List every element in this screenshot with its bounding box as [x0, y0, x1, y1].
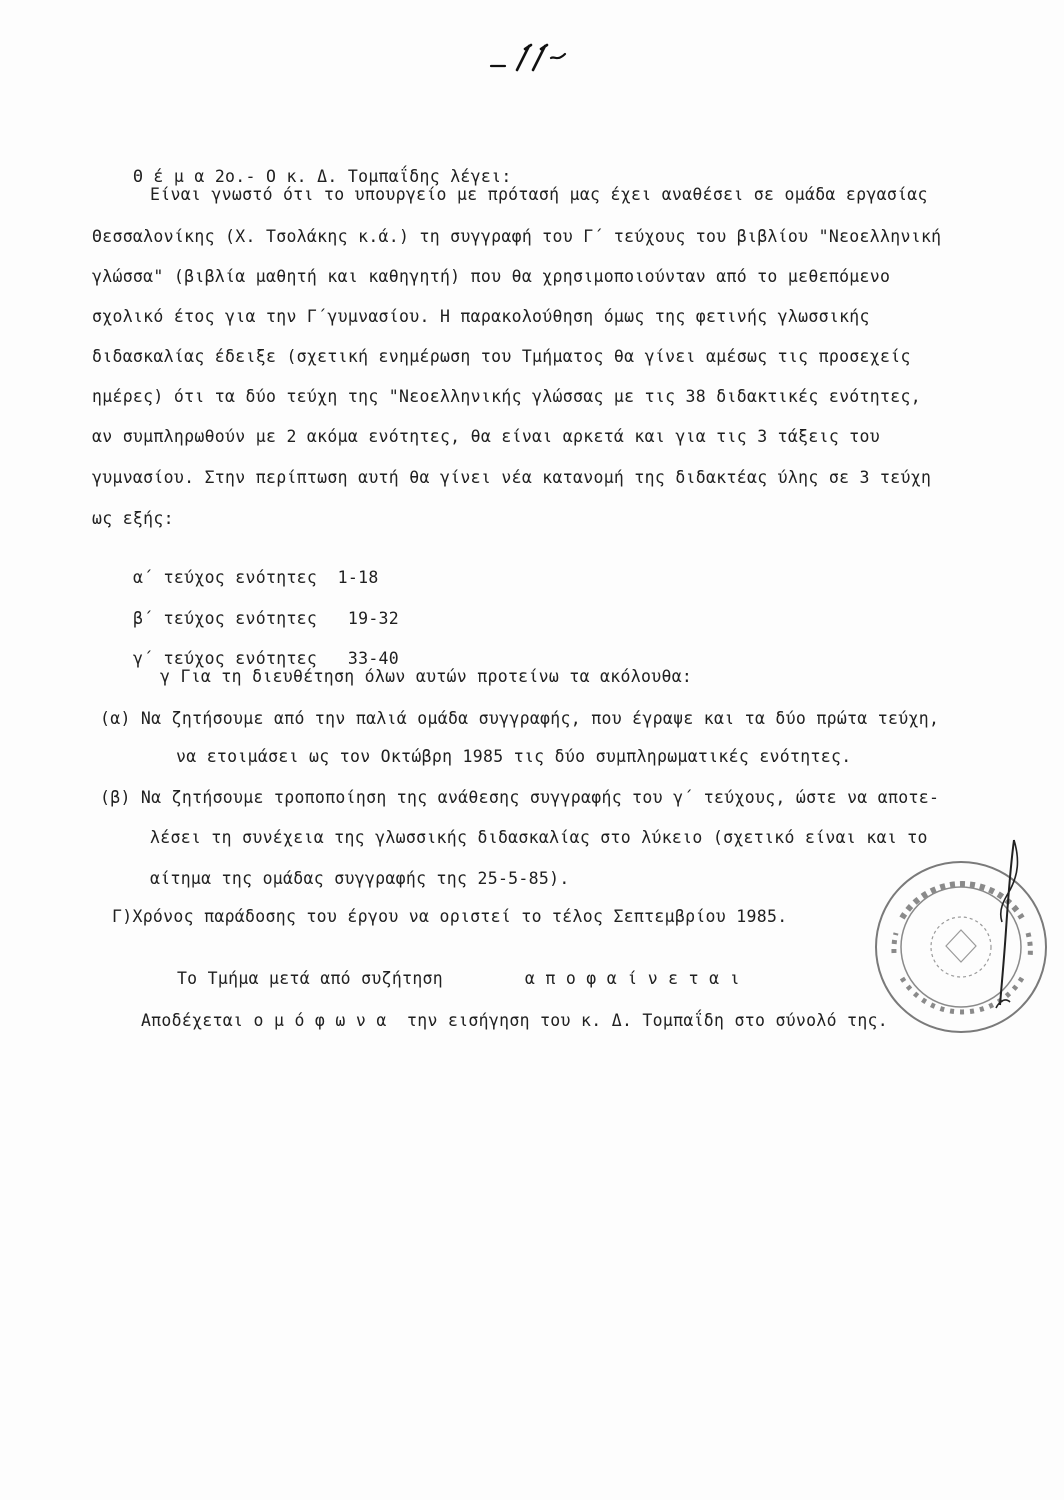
- proposal-b-line: αίτημα της ομάδας συγγραφής της 25-5-85).: [150, 869, 570, 888]
- topic-speaker: Ο κ. Δ. Τομπαΐδης λέγει:: [255, 167, 512, 186]
- proposal-a-line: να ετοιμάσει ως τον Οκτώβρη 1985 τις δύο συμπληρωματικές ενότητες.: [176, 747, 852, 766]
- body-line: γυμνασίου. Στην περίπτωση αυτή θα γίνει νέα κατανομή της διδακτέας ύλης σε 3 τεύχη: [92, 468, 932, 487]
- topic-label: Θ έ μ α: [132, 167, 205, 186]
- proposal-b-line: (β) Να ζητήσουμε τροποποίηση της ανάθεσης συγγραφής του γ΄ τεύχους, ώστε να αποτε-: [100, 788, 940, 807]
- body-line: αν συμπληρωθούν με 2 ακόμα ενότητες, θα είναι αρκετά και για τις 3 τάξεις του: [92, 427, 881, 446]
- body-line: ως εξής:: [92, 509, 174, 528]
- conclusion-after: την εισήγηση του κ. Δ. Τομπαΐδη στο σύνολό της.: [407, 1011, 889, 1030]
- decision-intro: Το Τμήμα μετά από συζήτηση: [176, 969, 444, 988]
- body-line: Είναι γνωστό ότι το υπουργείο με πρότασή μας έχει αναθέσει σε ομάδα εργασίας: [150, 185, 928, 204]
- proposal-a-line: (α) Να ζητήσουμε από την παλιά ομάδα συγγραφής, που έγραψε και τα δύο πρώτα τεύχη,: [100, 709, 940, 728]
- proposal-b-line: λέσει τη συνέχεια της γλωσσικής διδασκαλίας στο λύκειο (σχετικό είναι και το: [150, 828, 928, 847]
- handwritten-page-number: [487, 40, 577, 80]
- volume-label: γ΄ τεύχος ενότητες: [132, 649, 318, 668]
- handwritten-signature: [980, 830, 1040, 1030]
- volume-label: α΄ τεύχος ενότητες: [132, 568, 318, 587]
- body-line: ημέρες) ότι τα δύο τεύχη της "Νεοελληνικής γλώσσας με τις 38 διδακτικές ενότητες,: [92, 387, 921, 406]
- decision-verb: α π ο φ α ί ν ε τ α ι: [524, 969, 740, 988]
- topic-number: 2ο.-: [214, 167, 256, 186]
- body-line: γλώσσα" (βιβλία μαθητή και καθηγητή) που θα χρησιμοποιούνταν από το μεθεπόμενο: [92, 267, 891, 286]
- body-line: διδασκαλίας έδειξε (σχετική ενημέρωση του Τμήματος θα γίνει αμέσως τις προσεχείς: [92, 347, 911, 366]
- volume-range: 19-32: [347, 609, 400, 628]
- proposal-c-line: Γ)Χρόνος παράδοσης του έργου να οριστεί το τέλος Σεπτεμβρίου 1985.: [112, 907, 788, 926]
- conclusion-unanimous: ο μ ό φ ω ν α: [253, 1011, 387, 1030]
- conclusion-before: Αποδέχεται: [140, 1011, 244, 1030]
- volume-label: β΄ τεύχος ενότητες: [132, 609, 318, 628]
- conclusion-line: [100, 988, 888, 1054]
- proposal-intro: γ Για τη διευθέτηση όλων αυτών προτείνω τα ακόλουθα:: [160, 667, 693, 686]
- volume-range: 33-40: [347, 649, 400, 668]
- body-line: σχολικό έτος για την Γ΄γυμνασίου. Η παρακολούθηση όμως της φετινής γλωσσικής: [92, 307, 870, 326]
- volume-range: 1-18: [337, 568, 379, 587]
- body-line: Θεσσαλονίκης (Χ. Τσολάκης κ.ά.) τη συγγραφή του Γ΄ τεύχους του βιβλίου "Νεοελληνική: [92, 227, 942, 246]
